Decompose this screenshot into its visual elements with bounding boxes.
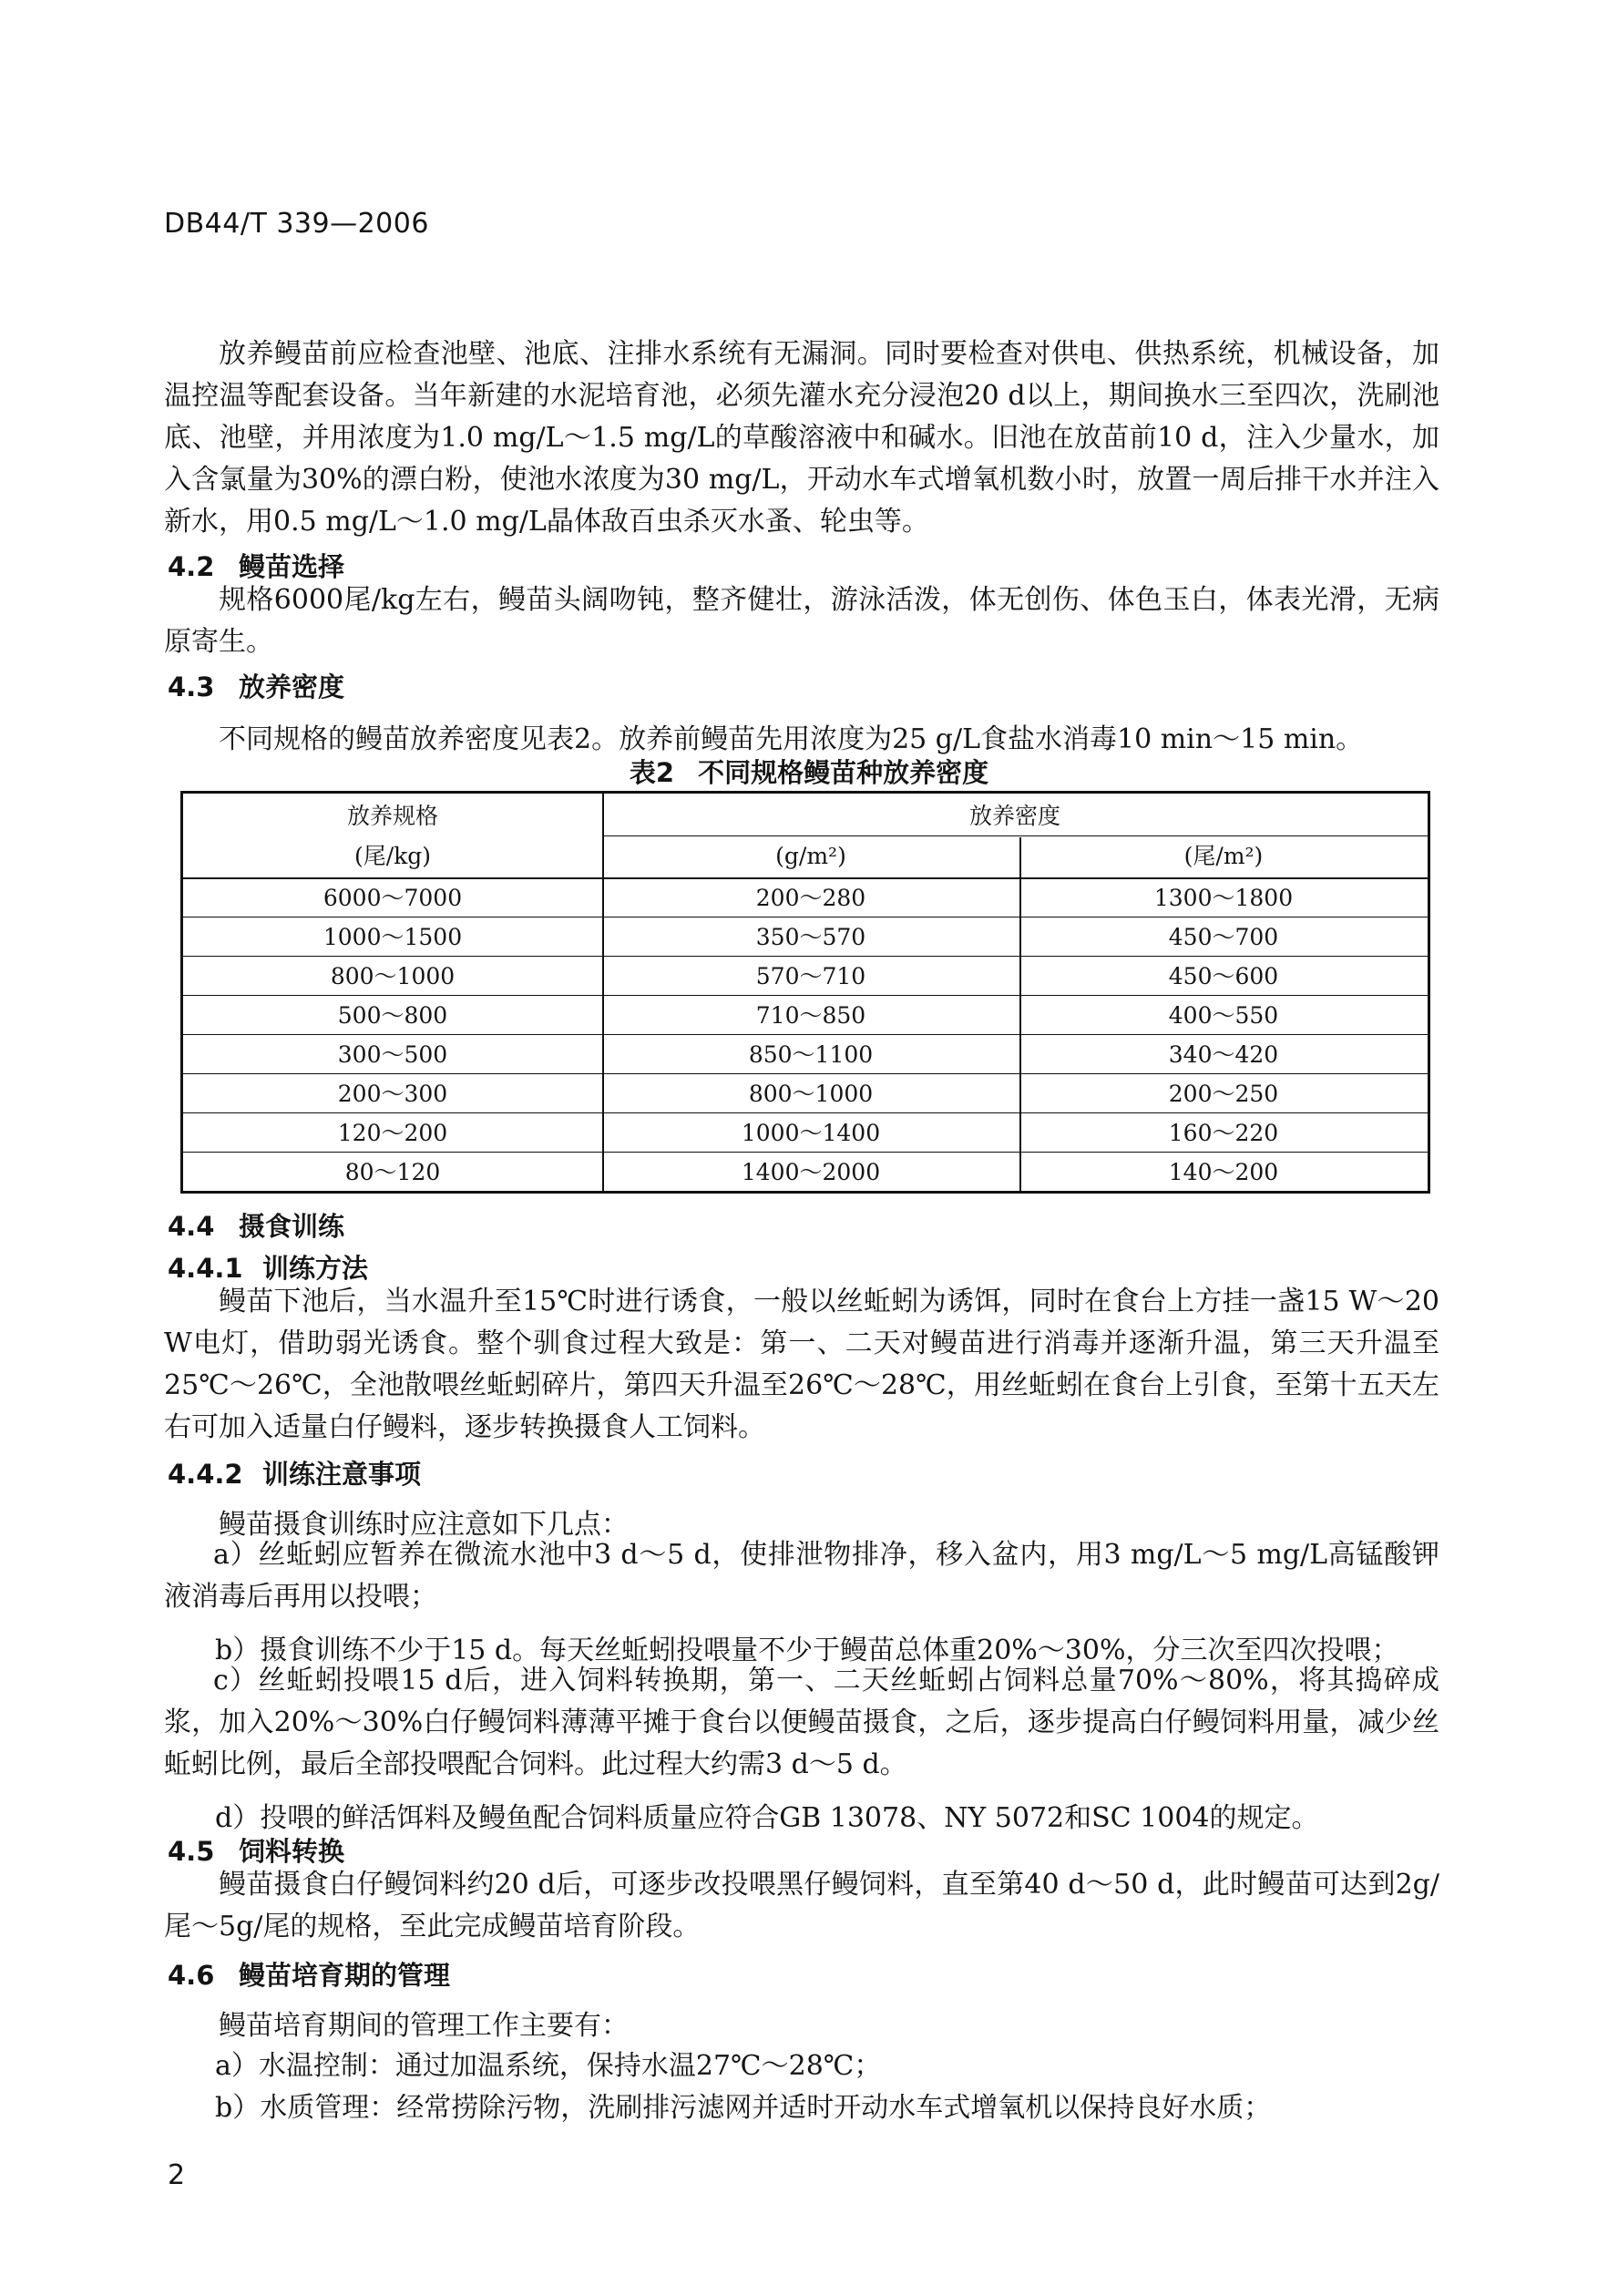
table-caption [0,753,1618,790]
table-cell-weight-density: 710～850 [755,1002,866,1029]
table-cell-weight-density: 570～710 [755,963,866,989]
section-number: 4.2 [168,551,215,582]
section-4-5-text: 鳗苗摄食白仔鳗饲料约20 d后，可逐步改投喂黑仔鳗饲料，直至第40 d～50 d，此时鳗苗可达到2g/尾～5g/尾的规格，至此完成鳗苗培育阶段。 [164,1869,1439,1942]
stocking-density-table [180,791,1430,1194]
section-4-4-1-heading [168,1248,368,1286]
table-cell-spec: 300～500 [337,1041,448,1068]
table-cell-spec: 200～300 [337,1081,448,1107]
list-item-a: a）丝蚯蚓应暂养在微流水池中3 d～5 d，使排泄物排净，移入盆内，用3 mg/L～5 mg/L高锰酸钾液消毒后再用以投喂； [164,1539,1439,1613]
table-hline-subheader [602,835,1428,836]
intro-paragraph: 放养鳗苗前应检查池壁、池底、注排水系统有无漏洞。同时要检查对供电、供热系统，机械设备，加温控温等配套设备。当年新建的水泥培育池，必须先灌水充分浸泡20 d以上，期间换水三至四次，洗刷池底、池壁，并用浓度为1.0 mg/L～1.5 mg/L的草酸溶液中和碱水。旧池在放苗前10 d，注入少量水，加入含氯量为30%的漂白粉，使池水浓度为30 mg/L，开动水车式增氧机数小时，放置一周后排干水并注入新水，用0.5 mg/L～1.0 mg/L晶体敌百虫杀灭水蚤、轮虫等。 [164,338,1439,538]
section-4-4-2-heading [168,1454,421,1491]
section-number: 4.3 [168,671,215,702]
standard-code-header: DB44/T 339—2006 [164,208,429,240]
page-number: 2 [168,2159,186,2191]
table-cell-spec: 500～800 [337,1002,448,1029]
table-cell-weight-density: 1000～1400 [741,1120,881,1146]
table-header-density-weight-unit: (g/m²) [775,843,846,869]
table-cell-count-density: 450～600 [1168,963,1279,989]
table-cell-weight-density: 350～570 [755,924,866,950]
table-cell-spec: 1000～1500 [323,924,463,950]
section-title: 饲料转换 [239,1836,345,1867]
list-item-b: b）摄食训练不少于15 d。每天丝蚯蚓投喂量不少于鳗苗总体重20%～30%，分三次至四次投喂； [215,1635,1399,1666]
table-cell-count-density: 340～420 [1168,1041,1279,1068]
table-cell-count-density: 1300～1800 [1153,885,1294,911]
section-4-5-heading [168,1831,344,1869]
table-cell-count-density: 160～220 [1168,1120,1279,1146]
section-4-4-1-text: 鳗苗下池后，当水温升至15℃时进行诱食，一般以丝蚯蚓为诱饵，同时在食台上方挂一盏15 W～20 W电灯，借助弱光诱食。整个驯食过程大致是：第一、二天对鳗苗进行消毒并逐渐升温，第三天升温至25℃～26℃，全池散喂丝蚯蚓碎片，第四天升温至26℃～28℃，用丝蚯蚓在食台上引食，至第十五天左右可加入适量白仔鳗料，逐步转换摄食人工饲料。 [164,1286,1439,1443]
section-number: 4.5 [168,1836,215,1867]
table-cell-count-density: 450～700 [1168,924,1279,950]
section-number: 4.4.1 [168,1253,243,1284]
table-cell-spec: 120～200 [337,1120,448,1146]
table-cell-count-density: 400～550 [1168,1002,1279,1029]
table-caption-number: 表2 [629,757,675,788]
table-header-density-count-unit: (尾/m²) [1183,843,1264,869]
table-cell-count-density: 140～200 [1168,1159,1279,1185]
table-cell-count-density: 200～250 [1168,1081,1279,1107]
section-title: 训练注意事项 [262,1459,422,1490]
section-title: 放养密度 [239,671,345,702]
table-cell-weight-density: 850～1100 [748,1041,874,1068]
table-header-spec-unit: (尾/kg) [353,843,432,869]
list-item-c: c）丝蚯蚓投喂15 d后，进入饲料转换期，第一、二天丝蚯蚓占饲料总量70%～80%，将其捣碎成浆，加入20%～30%白仔鳗饲料薄薄平摊于食台以便鳗苗摄食，之后，逐步提高白仔鳗饲料用量，减少丝蚯蚓比例，最后全部投喂配合饲料。此过程大约需3 d～5 d。 [164,1665,1439,1780]
table-cell-weight-density: 800～1000 [748,1081,874,1107]
table-cell-weight-density: 200～280 [755,885,866,911]
section-4-6-heading [168,1955,450,1993]
section-4-3-heading [168,667,344,704]
section-4-6-lead: 鳗苗培育期间的管理工作主要有： [219,2010,629,2042]
table-cell-spec: 80～120 [344,1159,441,1185]
table-header-density: 放养密度 [968,803,1060,829]
section-title: 鳗苗选择 [239,551,345,582]
table-caption-title: 不同规格鳗苗种放养密度 [698,757,989,788]
section-title: 摄食训练 [239,1211,345,1242]
table-cell-spec: 6000～7000 [323,885,463,911]
section-4-4-heading [168,1206,344,1244]
section-4-4-2-lead: 鳗苗摄食训练时应注意如下几点： [219,1509,629,1541]
section-title: 训练方法 [262,1253,369,1284]
section-4-3-text: 不同规格的鳗苗放养密度见表2。放养前鳗苗先用浓度为25 g/L食盐水消毒10 min～15 min。 [219,723,1364,755]
section-4-2-text: 规格6000尾/kg左右，鳗苗头阔吻钝，整齐健壮，游泳活泼，体无创伤、体色玉白，体表光滑，无病原寄生。 [164,584,1439,658]
table-header-spec: 放养规格 [346,803,438,829]
section-number: 4.6 [168,1960,215,1991]
table-cell-spec: 800～1000 [330,963,456,989]
list-item-a: a）水温控制：通过加温系统，保持水温27℃～28℃； [215,2050,882,2082]
section-4-2-heading [168,547,344,584]
section-number: 4.4.2 [168,1459,243,1490]
section-title: 鳗苗培育期的管理 [239,1960,451,1991]
section-number: 4.4 [168,1211,215,1242]
list-item-b: b）水质管理：经常捞除污物，洗刷排污滤网并适时开动水车式增氧机以保持良好水质； [215,2092,1272,2124]
table-cell-weight-density: 1400～2000 [741,1159,881,1185]
list-item-d: d）投喂的鲜活饵料及鳗鱼配合饲料质量应符合GB 13078、NY 5072和SC 1004的规定。 [215,1802,1319,1834]
